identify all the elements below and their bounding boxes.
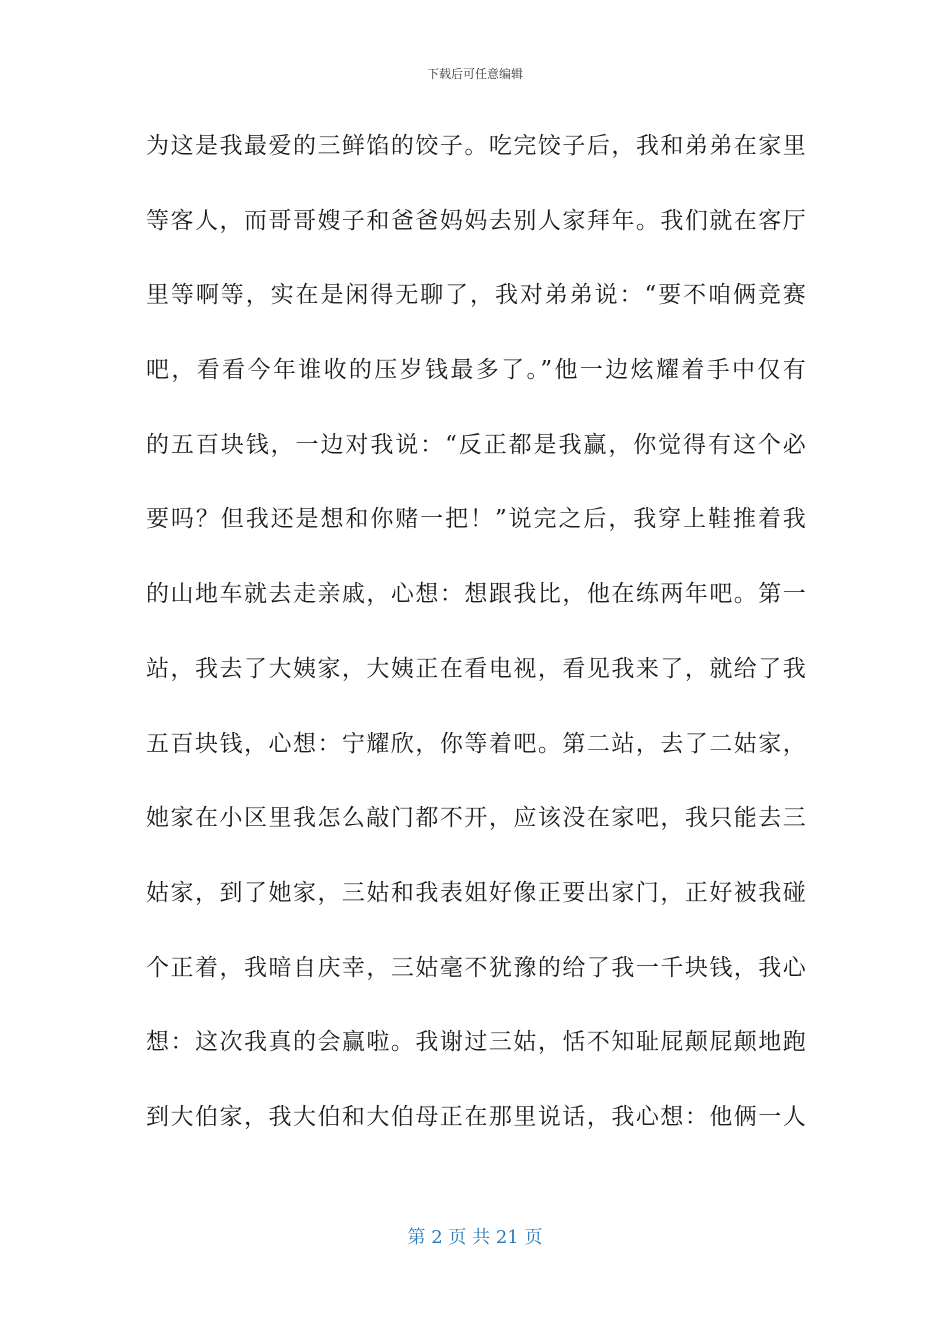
text-line: 姑家，到了她家，三姑和我表姐好像正要出家门，正好被我碰: [146, 879, 806, 906]
text-line: 站，我去了大姨家，大姨正在看电视，看见我来了，就给了我: [146, 655, 806, 682]
body-text: [146, 116, 806, 1162]
text-line: 她家在小区里我怎么敲门都不开，应该没在家吧，我只能去三: [146, 805, 806, 832]
text-line: 为这是我最爱的三鲜馅的饺子。吃完饺子后，我和弟弟在家里: [146, 133, 806, 159]
text-line: 的五百块钱，一边对我说：“反正都是我赢，你觉得有这个必: [146, 431, 806, 458]
text-line: 想：这次我真的会赢啦。我谢过三姑，恬不知耻屁颠屁颠地跑: [146, 1029, 806, 1056]
header-note: 下载后可任意编辑: [426, 67, 523, 81]
text-line: 个正着，我暗自庆幸，三姑毫不犹豫的给了我一千块钱，我心: [146, 954, 806, 981]
text-line: 的山地车就去走亲戚，心想：想跟我比，他在练两年吧。第一: [146, 581, 806, 608]
page-number-footer: 第 2 页 共 21 页: [407, 1227, 543, 1248]
text-line: 等客人，而哥哥嫂子和爸爸妈妈去别人家拜年。我们就在客厅: [146, 207, 806, 234]
text-line: 要吗？但我还是想和你赌一把！”说完之后，我穿上鞋推着我: [146, 506, 806, 533]
text-line: 里等啊等，实在是闲得无聊了，我对弟弟说：“要不咱俩竞赛: [146, 282, 806, 309]
text-line: 吧，看看今年谁收的压岁钱最多了。”他一边炫耀着手中仅有: [146, 357, 806, 384]
text-line: 到大伯家，我大伯和大伯母正在那里说话，我心想：他俩一人: [146, 1103, 806, 1130]
text-line: 五百块钱，心想：宁耀欣，你等着吧。第二站，去了二姑家，: [146, 730, 806, 757]
